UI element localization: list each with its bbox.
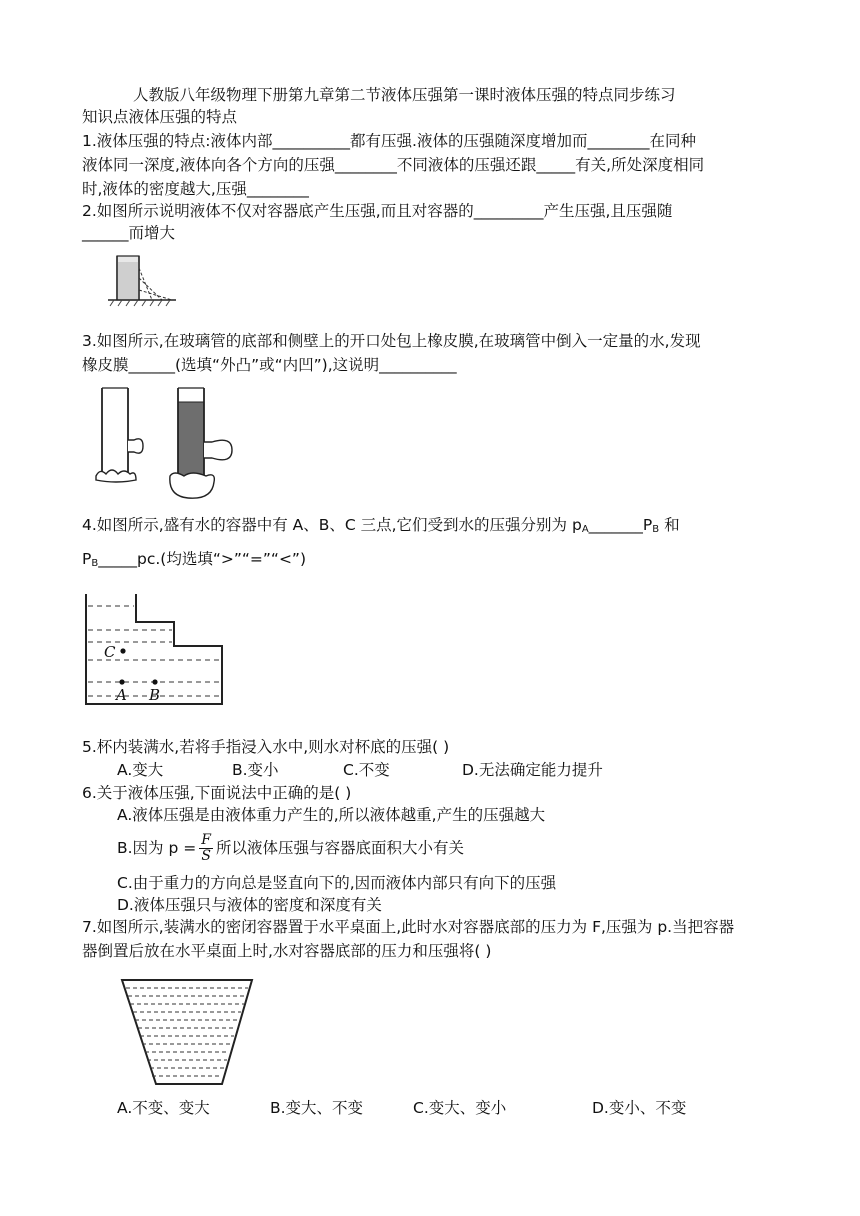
section-heading: 知识点液体压强的特点 bbox=[82, 108, 238, 126]
point-b bbox=[152, 679, 157, 684]
q7-option-a: A.不变、变大 bbox=[117, 1099, 210, 1117]
fraction-f-over-s: $\frac{F}{S}$ bbox=[201, 832, 211, 864]
label-b: B bbox=[149, 686, 161, 704]
q6-option-c: C.由于重力的方向总是竖直向下的,因而液体内部只有向下的压强 bbox=[117, 874, 557, 892]
q3-tube-figure bbox=[88, 384, 248, 500]
q6-option-b: B.因为 p = $\frac{F}{S}$ 所以液体压强与容器底面积大小有关 bbox=[117, 832, 464, 864]
q1-line-1: 1.液体压强的特点:液体内部__________都有压强.液体的压强随深度增加而________在同种 bbox=[82, 132, 696, 150]
q7-option-b: B.变大、不变 bbox=[270, 1099, 364, 1117]
point-c bbox=[120, 648, 125, 653]
q7-line-1: 7.如图所示,装满水的密闭容器置于水平桌面上,此时水对容器底部的压力为 F,压强为 p.当把容器 bbox=[82, 918, 735, 936]
label-c: C bbox=[104, 643, 116, 661]
q4-line-1: 4.如图所示,盛有水的容器中有 A、B、C 三点,它们受到水的压强分别为 $p_A\_\_\_\_\_\_\_P_B$ 和 bbox=[82, 516, 680, 535]
q5-option-c: C.不变 bbox=[343, 761, 390, 779]
q7-line-2: 器倒置后放在水平桌面上时,水对容器底部的压力和压强将( ) bbox=[82, 942, 492, 960]
q3-line-1: 3.如图所示,在玻璃管的底部和侧壁上的开口处包上橡皮膜,在玻璃管中倒入一定量的水,发现 bbox=[82, 332, 701, 350]
q5-option-b: B.变小 bbox=[232, 761, 279, 779]
q5-option-a: A.变大 bbox=[117, 761, 164, 779]
q1-line-3: 时,液体的密度越大,压强________ bbox=[82, 180, 309, 198]
q5-stem: 5.杯内装满水,若将手指浸入水中,则水对杯底的压强( ) bbox=[82, 738, 450, 756]
q2-container-figure bbox=[100, 250, 180, 312]
q6-option-a: A.液体压强是由液体重力产生的,所以液体越重,产生的压强越大 bbox=[117, 806, 546, 824]
point-a bbox=[119, 679, 124, 684]
q7-container-figure bbox=[118, 974, 258, 1090]
q3-line-2: 橡皮膜______(选填“外凸”或“内凹”),这说明__________ bbox=[82, 356, 457, 374]
q5-option-d: D.无法确定能力提升 bbox=[462, 761, 603, 779]
q6-option-d: D.液体压强只与液体的密度和深度有关 bbox=[117, 896, 382, 914]
q4-line-2: $P_B\_\_\_\_\_pc$.(均选填“>”“=”“<”) bbox=[82, 550, 307, 569]
label-a: A bbox=[116, 686, 127, 704]
q2-line-2: ______而增大 bbox=[82, 224, 176, 242]
q4-container-figure bbox=[82, 592, 232, 710]
document-title: 人教版八年级物理下册第九章第二节液体压强第一课时液体压强的特点同步练习 bbox=[133, 86, 676, 104]
q2-line-1: 2.如图所示说明液体不仅对容器底产生压强,而且对容器的_________产生压强,且压强随 bbox=[82, 202, 673, 220]
q7-option-d: D.变小、不变 bbox=[592, 1099, 687, 1117]
q1-line-2: 液体同一深度,液体向各个方向的压强________不同液体的压强还跟_____有关,所处深度相同 bbox=[82, 156, 705, 174]
q6-stem: 6.关于液体压强,下面说法中正确的是( ) bbox=[82, 784, 352, 802]
q7-option-c: C.变大、变小 bbox=[413, 1099, 507, 1117]
